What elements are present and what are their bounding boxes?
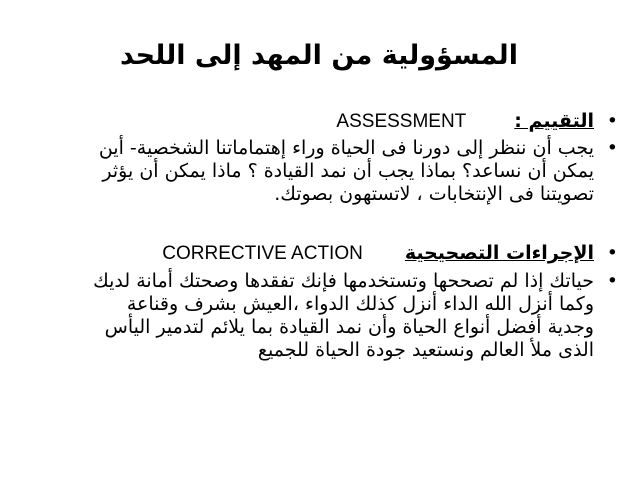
bullet-assessment-body — [14, 137, 620, 206]
assessment-line-3: تصويتنا فى الإنتخابات ، لاتستهون بصوتك. — [274, 183, 594, 205]
bullet-corrective-heading — [14, 242, 620, 265]
assessment-line-1: • يجب أن ننظر إلى دورنا فى الحياة وراء إهتماماتنا الشخصية- أين — [98, 137, 594, 159]
corrective-heading-english: CORRECTIVE ACTION — [162, 243, 363, 264]
assessment-heading-row — [14, 110, 594, 133]
corrective-line-3: وجدية أفضل أنواع الحياة وأن نمد القيادة بما يلائم لتدمير اليأس — [104, 316, 594, 338]
corrective-line-2: وكما أنزل الله الداء أنزل كذلك الدواء ،العيش بشرف وقناعة — [126, 293, 594, 315]
assessment-line-2: يمكن أن نساعد؟ بماذا يجب أن نمد القيادة ؟ ماذا يمكن أن يؤثر — [102, 160, 594, 182]
bullet-list — [14, 110, 620, 362]
bullet-assessment-heading — [14, 110, 620, 133]
corrective-line-1: • حياتك إذا لم تصححها وتستخدمها فإنك تفقدها وصحتك أمانة لديك — [93, 270, 594, 292]
assessment-heading-english: ASSESSMENT — [336, 111, 467, 132]
assessment-heading-arabic: • التقييم : — [514, 110, 594, 132]
slide-title: المسؤولية من المهد إلى اللحد — [120, 40, 518, 71]
corrective-heading-arabic: • الإجراءات التصحيحية — [404, 242, 594, 264]
corrective-line-4: الذى ملأ العالم ونستعيد جودة الحياة للجميع — [257, 339, 594, 361]
corrective-heading-row — [14, 242, 594, 265]
bullet-corrective-body — [14, 270, 620, 362]
